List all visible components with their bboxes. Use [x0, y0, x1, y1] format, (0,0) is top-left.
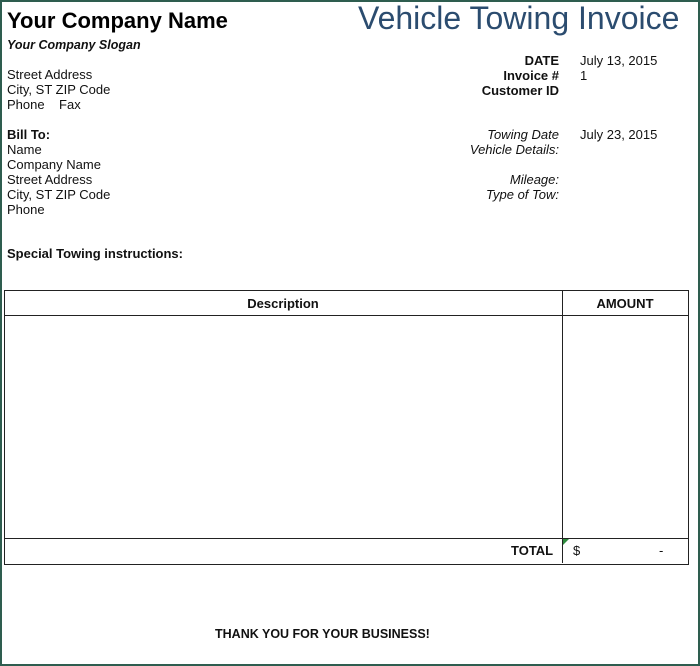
company-slogan: Your Company Slogan: [7, 38, 141, 52]
type-of-tow-label: Type of Tow:: [486, 187, 559, 202]
table-total-divider: [4, 538, 688, 539]
date-value: July 13, 2015: [580, 53, 658, 68]
bill-to-company: Company Name: [7, 157, 101, 172]
company-name: Your Company Name: [7, 8, 228, 33]
description-header: Description: [247, 296, 319, 311]
company-phone-fax: Phone Fax: [7, 97, 81, 112]
towing-date-value: July 23, 2015: [580, 127, 658, 142]
line-items-table: [4, 290, 689, 565]
bill-to-phone: Phone: [7, 202, 45, 217]
invoice-number-value: 1: [580, 68, 588, 83]
amount-header: AMOUNT: [596, 296, 654, 311]
bill-to-name: Name: [7, 142, 42, 157]
customer-id-label: Customer ID: [481, 83, 559, 98]
total-value: -: [659, 543, 664, 558]
table-header-divider: [4, 315, 688, 316]
thank-you-note: THANK YOU FOR YOUR BUSINESS!: [215, 627, 430, 641]
bill-to-city-line: City, ST ZIP Code: [7, 187, 111, 202]
date-label: DATE: [524, 53, 559, 68]
invoice-number-label: Invoice #: [503, 68, 559, 83]
towing-date-label: Towing Date: [487, 127, 559, 142]
total-currency: $: [573, 543, 581, 558]
company-street: Street Address: [7, 67, 93, 82]
bill-to-label: Bill To:: [7, 127, 51, 142]
table-column-divider: [562, 290, 563, 563]
special-instructions-label: Special Towing instructions:: [7, 246, 183, 261]
invoice-title: Vehicle Towing Invoice: [358, 0, 680, 36]
company-city-line: City, ST ZIP Code: [7, 82, 111, 97]
vehicle-details-label: Vehicle Details:: [469, 142, 559, 157]
cell-comment-marker: [563, 539, 569, 545]
bill-to-street: Street Address: [7, 172, 93, 187]
mileage-label: Mileage:: [509, 172, 559, 187]
total-label: TOTAL: [511, 543, 554, 558]
